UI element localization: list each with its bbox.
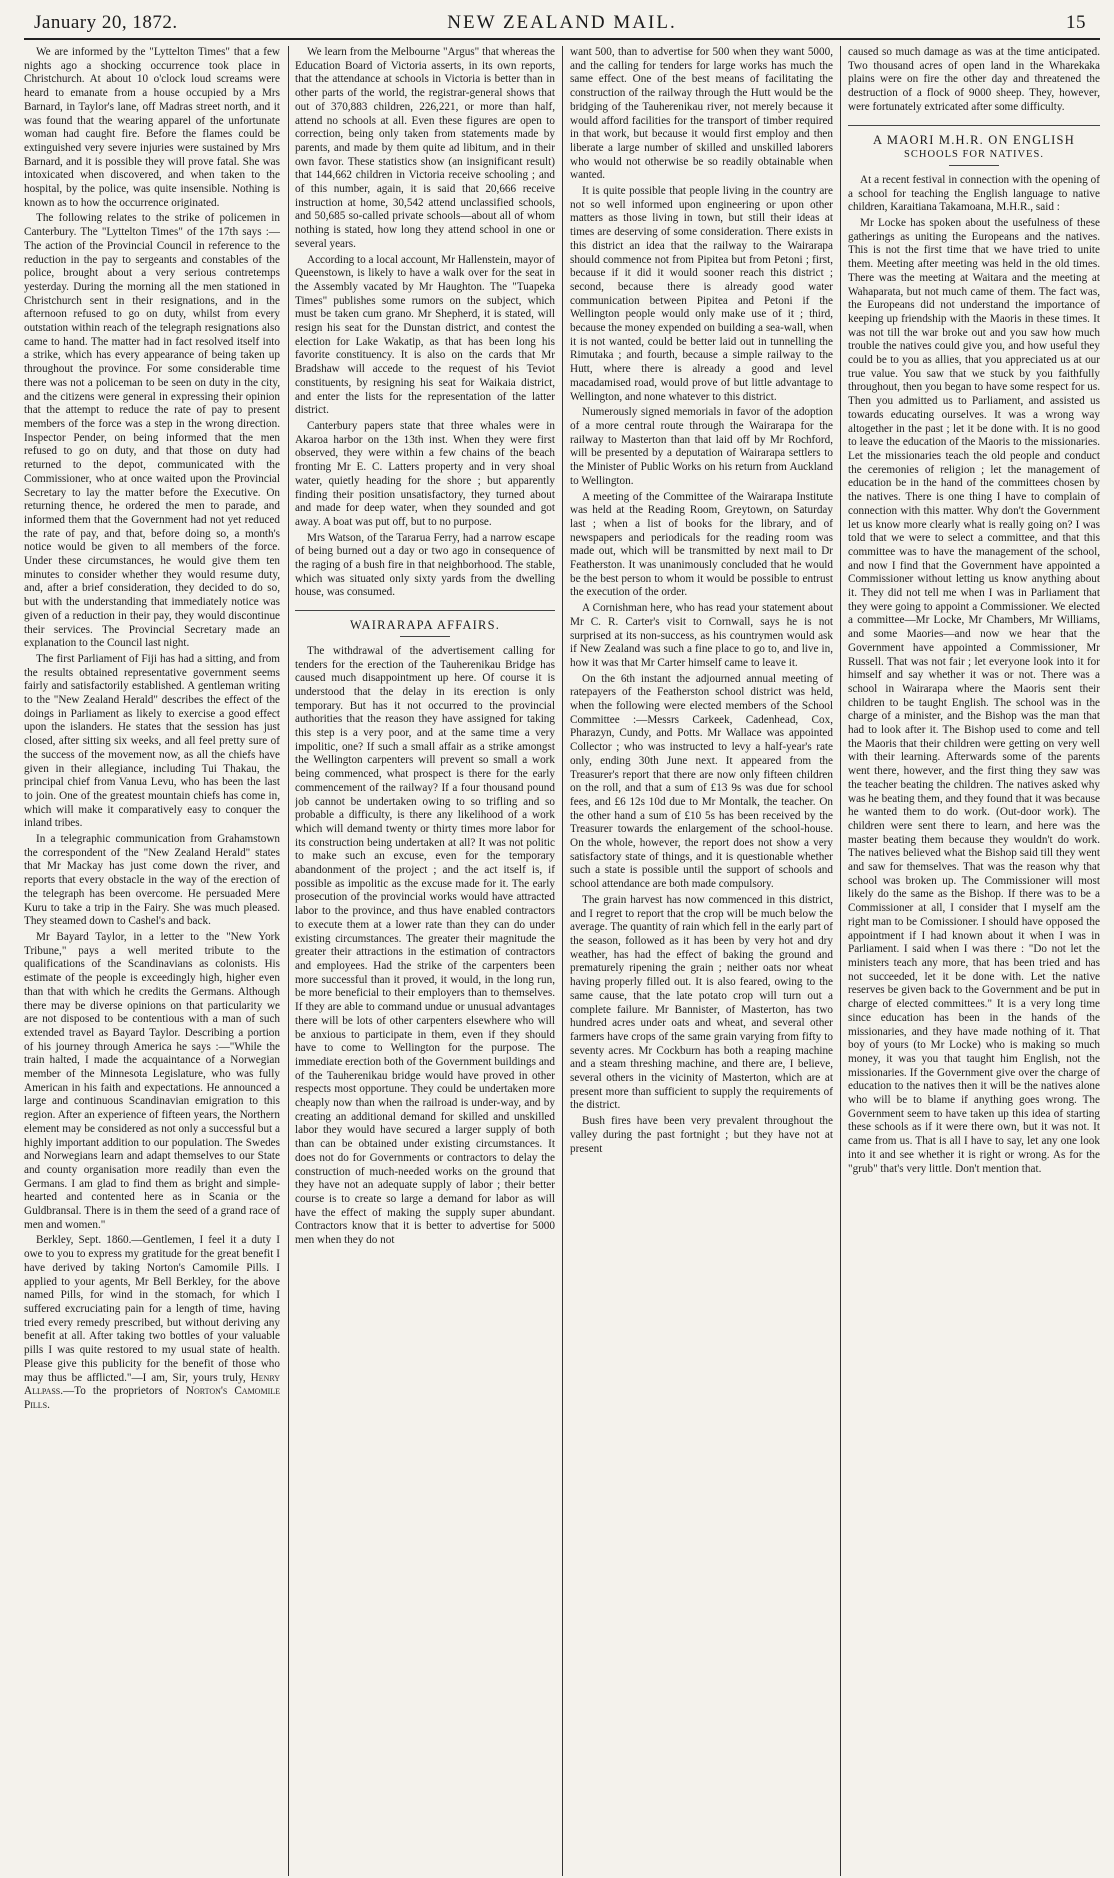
paragraph: We learn from the Melbourne "Argus" that whereas the Education Board of Victoria asserts, in its own reports, that the attendance at schools in Victoria is better than in other parts of the world, the registrar-general shows that out of 370,883 children, 226,221, or more than half, attend no schools at all. Even these figures are open to correction, being only taken from statements made by parents, and made by them quite ad libitum, and in their own favor. These statistics show (an insignificant result) that 144,662 children in Victoria receive schooling ; and of this number, again, it is said that 20,666 receive instruction at home, 30,542 attend unclassified schools, and 50,685 so-called private schools—about all of whom nothing is stated, how long they attend school in one or several years. (295, 46, 555, 250)
column-divider (840, 46, 841, 1876)
paragraph: Canterbury papers state that three whales were in Akaroa harbor on the 13th inst. When they were first observed, they were within a few chains of the beach fronting Mr E. C. Latters property and in very shoal water, quietly heading for the shore ; but apparently finding their position unsatisfactory, they turned about and made for deep water, when they sounded and got away. A boat was put off, but to no purpose. (295, 419, 555, 528)
paragraph: The following relates to the strike of policemen in Canterbury. The "Lyttelton Times" of the 17th says :—The action of the Provincial Council in reference to the reduction in the pay to sergeants and constables of the police, brought about a very serious contretemps yesterday. During the morning all the men stationed in Christchurch sent in their resignations, and in the afternoon refused to go on duty, whilst from every outstation within reach of the telegraph resignations also came to hand. The matter had in fact resolved itself into a strike, which has every appearance of being taken up throughout the province. For some considerable time there was not a policeman to be seen on duty in the city, and the citizens were general in expressing their opinion that the attempt to reduce the rate of pay to present members of the force was a step in the wrong direction. Inspector Pender, on being informed that the men refused to go on duty, and that those on duty had returned to the depot, communicated with the Commissioner, who at once waited upon the Provincial Secretary to lay the matter before the Executive. On returning thence, he ordered the men to parade, and informed them that the Government had not yet reduced the rate of pay, and that, before doing so, a month's notice would be given to all members of the force. Under these circumstances, he would give them ten minutes to consider whether they would resume duty, and, after a brief consideration, they decided to do so, but with the understanding that immediately notice was given of a reduction in their pay, they would discontinue their services. The Provincial Secretary made an explanation to the Council last night. (24, 212, 280, 650)
paragraph: Bush fires have been very prevalent throughout the valley during the past fortnight ; but they have not at present (570, 1115, 833, 1155)
column-divider (288, 46, 289, 1876)
paragraph: At a recent festival in connection with the opening of a school for teaching the English language to native children, Karaitiana Takamoana, M.H.R., said : (848, 173, 1100, 214)
section-subheading-text: SCHOOLS FOR NATIVES. (904, 149, 1044, 161)
column-divider (562, 46, 563, 1876)
paragraph: A Cornishman here, who has read your statement about Mr C. R. Carter's visit to Cornwall, says he is not surprised at its non-success, as his countrymen would ask if New Zealand was such a fine place to go to, and live in, how it was that Mr Carter himself came to leave it. (570, 602, 833, 669)
paragraph: We are informed by the "Lyttelton Times" that a few nights ago a shocking occurrence took place in Christchurch. At about 10 o'clock loud screams were heard to emanate from a house occupied by a Mrs Barnard, in Taylor's lane, off Madras street north, and it was found that the wearing apparel of the unfortunate woman had caught fire. Before the flames could be extinguished very severe injuries were sustained by Mrs Barnard, and it is possible they will prove fatal. She was intoxicated when discovered, and when taken to the hospital, by the police, was quite insensible. Nothing is known as to how the occurrence originated. (24, 46, 280, 209)
advertisement-paragraph (24, 1234, 280, 1412)
column-1 (24, 46, 280, 1876)
column-2 (295, 46, 555, 1876)
paragraph: On the 6th instant the adjourned annual meeting of ratepayers of the Featherston school district was held, when the following were elected members of the School Committee :—Messrs Carkeek, Cadenhead, Cox, Pharazyn, Cundy, and Potts. Mr Wallace was appointed Collector ; who was instructed to levy a half-year's rate only, ending 30th June next. It appeared from the Treasurer's report that there are now only fifteen children on the roll, and that a sum of £13 9s was due for school fees, and £6 12s 10d due to Mr Montalk, the teacher. On the other hand a sum of £10 5s has been received by the Treasurer towards the enlargement of the school-house. On the whole, however, the report does not show a very satisfactory state of things, and it is questionable whether such a state is possible until the support of schools and school attendance are both made compulsory. (570, 672, 833, 891)
paragraph: According to a local account, Mr Hallenstein, mayor of Queenstown, is likely to have a walk over for the seat in the Assembly vacated by Mr Haughton. The "Tuapeka Times" publishes some rumors on the subject, which must be taken cum grano. Mr Shepherd, it is stated, will resign his seat for the Dunstan district, and contest the election for Lake Wakatip, as that has been long his favorite constituency. It is also on the cards that Mr Bradshaw will accede to the request of his Teviot constituents, by resigning his seat for Waikaia district, and enter the lists for the representation of the latter district. (295, 253, 555, 417)
ad-text: Berkley, Sept. 1860.—Gentlemen, I feel it a duty I owe to you to express my gratitude for the great benefit I have derived by taking Norton's Camomile Pills. I applied to your agents, Mr Bell Berkley, for the above named Pills, for wind in the stomach, for which I suffered excruciating pain for a length of time, having tried every remedy prescribed, but without deriving any benefit at all. After taking two bottles of your valuable pills I was quite restored to my usual state of health. Please give this publicity for the benefit of those who may thus be afflicted."—I am, Sir, yours truly, (24, 1234, 280, 1384)
page-number: 15 (1066, 12, 1086, 33)
column-3 (570, 46, 833, 1876)
article-columns (24, 46, 1100, 1876)
issue-date: January 20, 1872. (34, 12, 178, 33)
section-heading-text: WAIRARAPA AFFAIRS. (349, 618, 501, 633)
paragraph: Mr Locke has spoken about the usefulness of these gatherings as uniting the Europeans and the natives. This is not the first time that we have tried to unite them. Meeting after meeting was held in the old times. There was the meeting at Waitara and the meeting at Wahaparata, but not much came of them. The fact was, the Europeans did not understand the importance of keeping up friendship with the Maoris in these times. It was not till the war broke out and you saw how much trouble the natives could give you, and how useful they could be to you as allies, that you appreciated us at our true value. You saw that we stuck by you faithfully throughout, then you began to have some respect for us. Then you admitted us to Parliament, and assisted us towards educating ourselves. It was a wrong way altogether in the past ; let it be done with. It is no good to leave the education of the Maoris to the missionaries. Let the missionaries teach the old people and conduct the ceremonies of religion ; let the management of education be in the hand of the committees chosen by the natives. There is one thing I have to complain of connection with this matter. Why don't the Government let us know more clearly what is really going on? I was told that we were to select a committee, and that this committee was to have the management of the school, and now I find that the Government have appointed a Commissioner without letting us know anything about it. They did not tell me when I was in Parliament that they were going to appoint a Commissioner. We elected a committee—Mr Locke, Mr Chambers, Mr Williams, and some Maories—and now we hear that the Government have appointed a Commissioner, Mr Russell. That was not fair ; let everyone look into it for himself and say whether it was or not. There was a school in Wairarapa where the Maoris sent their children to be taught English. The school was in the charge of a minister, and the Bishop was the man that had to look after it. The Bishop used to come and tell the Maoris that their children were getting on very well with their learning. Afterwards some of the parents went there, however, and the first thing they saw was the teacher beating the children. The natives asked why was he beating them, and they found that it was because he wanted them to do work. (Out-door work). The children were sent there to learn, and here was the master beating them because they wouldn't do work. The natives believed what the Bishop said till they went and saw for themselves. That was the reason why that school was broken up. The Commissioner will most likely do the same as the Bishop. If there was to be a Commissioner at all, I consider that I myself am the right man to be Comissioner. I should have opposed the appointment if I had known about it when I was in Parliament. I said when I was there : "Do not let the ministers teach any more, that has been tried and has not succeeded, let it be done with. Let the native reserves be given back to the Government and be put in charge of elected committees." It is a very long time since education has been in the hands of the missionaries, and they have made nothing of it. That boy of yours (to Mr Locke) who is making so much money, it was you that taught him English, not the missionaries. If the Government give over the charge of education to the natives then it will be the natives alone who will be to blame if anything goes wrong. The Government seem to have taken up this idea of starting these schools as if it were there own, but it was not. It came from us. That is all I have to say, let any one look into it and see whether it is right or wrong. As for the "grub" that's very little. Don't mention that. (848, 217, 1100, 1175)
paragraph: The first Parliament of Fiji has had a sitting, and from the results obtained representative government seems fairly and satisfactorily established. A gentleman writing to the "New Zealand Herald" describes the effect of the doings in Parliament as likely to exercise a good effect upon the islanders. He states that the session has just closed, after sitting six weeks, and all feel pretty sure of the success of the movement now, as all the chiefs have given in their allegiance, including Tui Thakau, the principal chief from Vanua Levu, who has been the last to join. One of the greatest mountain chiefs has come in, which will make it comparatively easy to conquer the inland tribes. (24, 652, 280, 830)
paragraph: The grain harvest has now commenced in this district, and I regret to report that the crop will be much below the average. The quantity of rain which fell in the early part of the season, followed as it has been by very hot and dry weather, has had the effect of baking the ground and prematurely ripening the grain ; neither oats nor wheat having properly filled out. It is also feared, owing to the same cause, that the late potato crop will turn out a complete failure. Mr Bannister, of Masterton, has two hundred acres under oats and wheat, and several other farmers have crops of the same grain varying from fifty to seventy acres. Mr Cockburn has both a reaping machine and a steam threshing machine, and there are, I believe, several others in the vicinity of Masterton, which are at present more than sufficient to supply the requirements of the district. (570, 893, 833, 1112)
paragraph: want 500, than to advertise for 500 when they want 5000, and the calling for tenders for large works has much the same effect. One of the best means of facilitating the construction of the railway through the Hutt would be the bridging of the Tauherenikau river, not merely because it would afford facilities for the transport of timber required in that work, but because it would first employ and then liberate a large number of skilled and unskilled laborers who would not otherwise be so readily obtainable when wanted. (570, 46, 833, 182)
paragraph: caused so much damage as was at the time anticipated. Two thousand acres of open land in the Wharekaka plains were on fire the other day and threatened the destruction of a flock of 9000 sheep. They, however, were fortunately extricated after some difficulty. (848, 46, 1100, 113)
paragraph: A meeting of the Committee of the Wairarapa Institute was held at the Reading Room, Greytown, on Saturday last ; when a list of books for the library, and of newspapers and periodicals for the reading room was made out, which will be transmitted by next mail to Dr Featherston. It was unanimously concluded that he would be the best person to whom it would be possible to entrust the execution of the order. (570, 490, 833, 599)
section-heading-text: A MAORI M.H.R. ON ENGLISH (873, 132, 1075, 147)
section-heading-maori-mhr (848, 125, 1100, 166)
newspaper-title: NEW ZEALAND MAIL. (447, 12, 677, 33)
paragraph: Numerously signed memorials in favor of the adoption of a more central route through the Wairarapa for the railway to Masterton than that laid off by Mr Rochford, will be presented by a deputation of Wairarapa settlers to the Minister of Public Works on his return from Auckland to Wellington. (570, 406, 833, 487)
column-4 (848, 46, 1100, 1876)
heading-rule (949, 165, 999, 166)
ad-signature: Henry Allpass. (24, 1371, 280, 1398)
section-heading-wairarapa (295, 610, 555, 637)
ad-product-name: Norton's Camomile Pills. (24, 1385, 280, 1411)
masthead (24, 8, 1100, 40)
paragraph: It is quite possible that people living in the country are not so well informed upon engineering or upon other matters as those living in town, but still their ideas at times are deserving of some consideration. There exists in this district an idea that the railway to the Wairarapa should commence not from Pipitea but from Petoni ; first, because if it did it would sooner reach this district ; second, because there is already good water communication between Pipitea and Petoni if the Wellington people would only make use of it ; third, because the money expended on building a sea-wall, when it is not wanted, could be better laid out in tunnelling the Rimutaka ; and fourth, because a simple railway to the Hutt, where there is already a good and level macadamised road, would prove of but little advantage to Wellington, and none whatever to this district. (570, 185, 833, 403)
paragraph: Mr Bayard Taylor, in a letter to the "New York Tribune," pays a well merited tribute to the qualifications of the Scandinavians as colonists. His estimate of the people is exceedingly high, higher even than that with which he credits the Germans. Although there may be diverse opinions on that particularity we are not disposed to be contentious with a man of such extended travel as Bayard Taylor. Describing a portion of his journey through America he says :—"While the train halted, I made the acquaintance of a Norwegian member of the Minnesota Legislature, who was fully American in his faith and expectations. He announced a large and continuous Scandinavian emigration to this region. After an experience of fifteen years, the Northern element may be considered as not only a successful but a highly important addition to our population. The Swedes and Norwegians learn and adapt themselves to our State and county organisation more readily than even the Germans. I am glad to find them as bright and simple-hearted and contented here as in Scania or the Guldbransal. There is in them the seed of a grand race of men and women." (24, 931, 280, 1231)
heading-rule (400, 636, 450, 637)
paragraph: In a telegraphic communication from Grahamstown the correspondent of the "New Zealand Herald" states that Mr Mackay has just come down the river, and reports that every obstacle in the way of the erection of the telegraph has been overcome. He persuaded Mere Kuru to take a trip in the Fairy. She was much pleased. They steamed down to Cashel's and back. (24, 833, 280, 928)
ad-signature-tail: —To the proprietors of (63, 1385, 179, 1398)
paragraph: The withdrawal of the advertisement calling for tenders for the erection of the Tauherenikau Bridge has caused much disappointment up here. Of course it is understood that the delay in its erection is only temporary. But has it not occurred to the provincial authorities that the reason they have assigned for taking this step is a very poor, and at the same time a very impolitic, one? If such a small affair as a strike amongst the Wellington carpenters will prevent so small a work being commenced, what prospect is there for the early commencement of the railway? If a four thousand pound job cannot be undertaken owing to so trifling and so probable a difficulty, is there any likelihood of a work which will demand twenty or thirty times more labor for its construction being undertaken at all? It was not politic to make such an excuse, even for the temporary abandonment of the project ; and the act itself is, if possible as impolitic as the excuse made for it. The early prosecution of the provincial works would have attracted labor to the province, and thus have enabled contractors to execute them at a lower rate than they can do under existing circumstances. The greater their magnitude the greater their attractions in the estimation of contractors and employees. Had the strike of the carpenters been more successful than it proved, it would, in the long run, be more beneficial to their employers than to themselves. If they are able to command undue or unusual advantages there will be lots of other carpenters elsewhere who will be anxious to participate in them, even if they should have to come to Wellington for the purpose. The immediate erection both of the Government buildings and of the Tauherenikau bridge would have proved in other respects most opportune. They could be undertaken more cheaply now than when the railroad is under-way, and by creating an additional demand for skilled and unskilled labor they would have secured a larger supply of both than can be obtained under existing circumstances. It does not do for Governments or contractors to delay the construction of much-needed works on the ground that they have not an adequate supply of labor ; their better course is to create so large a demand for labor as will have the effect of making the supply super abundant. Contractors know that it is better to advertise for 5000 men when they do not (295, 644, 555, 1247)
paragraph: Mrs Watson, of the Tararua Ferry, had a narrow escape of being burned out a day or two ago in consequence of the raging of a bush fire in that neighborhood. The stable, which was situated only sixty yards from the dwelling house, was consumed. (295, 531, 555, 599)
